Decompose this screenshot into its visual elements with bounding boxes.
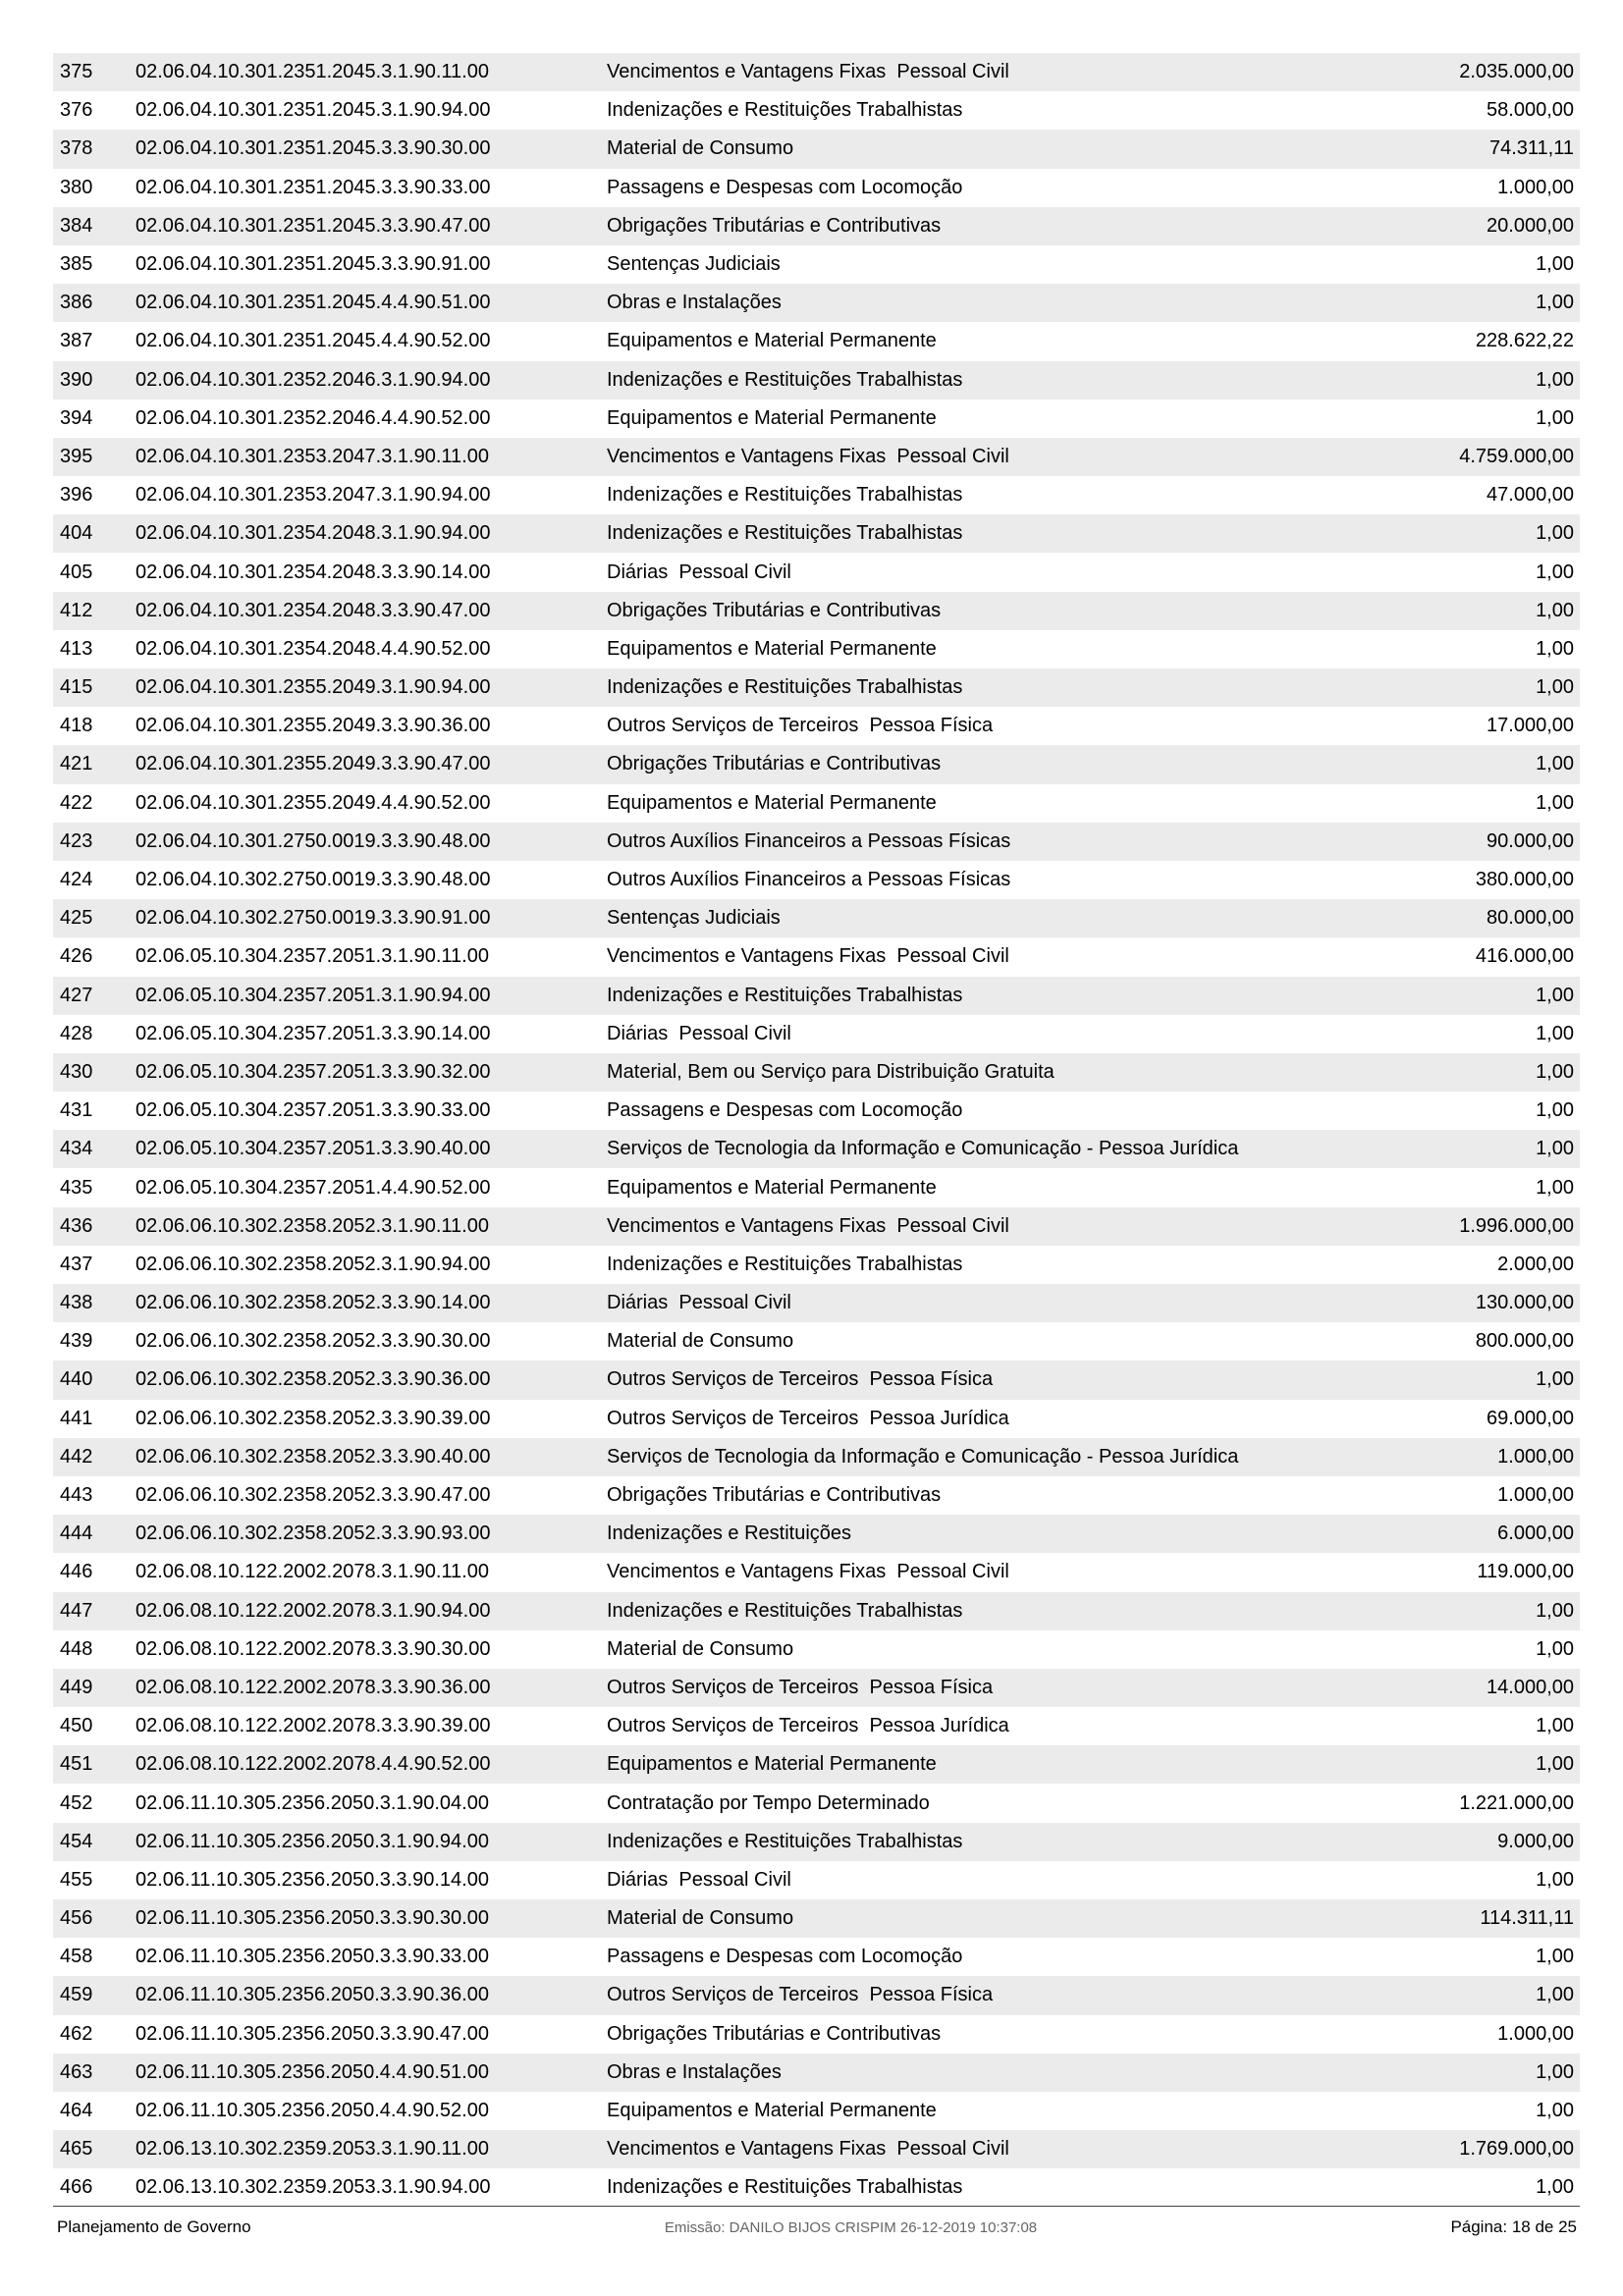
- row-description: Serviços de Tecnologia da Informação e Comunicação - Pessoa Jurídica: [607, 1445, 1239, 1468]
- table-row: [53, 553, 1580, 591]
- table-row: [53, 707, 1580, 745]
- row-value: 1,00: [1536, 1099, 1574, 1122]
- row-value: 80.000,00: [1487, 907, 1574, 930]
- row-code: 02.06.05.10.304.2357.2051.3.1.90.94.00: [135, 984, 491, 1006]
- row-value: 1.769.000,00: [1459, 2138, 1574, 2161]
- row-number: 415: [60, 676, 93, 699]
- table-row: [53, 977, 1580, 1015]
- row-description: Diárias Pessoal Civil: [607, 1868, 791, 1891]
- row-description: Vencimentos e Vantagens Fixas Pessoal Civil: [607, 1214, 1009, 1237]
- row-description: Obrigações Tributárias e Contributivas: [607, 599, 942, 621]
- row-description: Vencimentos e Vantagens Fixas Pessoal Civil: [607, 945, 1009, 968]
- row-code: 02.06.06.10.302.2358.2052.3.1.90.11.00: [135, 1214, 489, 1237]
- row-value: 1,00: [1536, 1715, 1574, 1737]
- table-row: [53, 1400, 1580, 1438]
- row-code: 02.06.06.10.302.2358.2052.3.3.90.39.00: [135, 1407, 491, 1429]
- footer-org: Planejamento de Governo: [57, 2217, 251, 2236]
- row-code: 02.06.04.10.301.2355.2049.3.3.90.36.00: [135, 715, 491, 737]
- row-value: 1,00: [1536, 791, 1574, 814]
- row-value: 1,00: [1536, 2100, 1574, 2122]
- row-code: 02.06.06.10.302.2358.2052.3.3.90.40.00: [135, 1445, 491, 1468]
- row-value: 2.035.000,00: [1459, 61, 1574, 83]
- table-row: [53, 1861, 1580, 1899]
- row-description: Material de Consumo: [607, 1330, 794, 1353]
- row-value: 119.000,00: [1477, 1561, 1574, 1583]
- row-value: 114.311,11: [1480, 1907, 1574, 1930]
- row-description: Vencimentos e Vantagens Fixas Pessoal Civil: [607, 445, 1009, 467]
- table-row: [53, 1976, 1580, 2014]
- row-number: 454: [60, 1830, 93, 1852]
- row-code: 02.06.04.10.301.2351.2045.4.4.90.52.00: [135, 330, 491, 352]
- table-row: [53, 1438, 1580, 1476]
- row-number: 449: [60, 1676, 93, 1698]
- row-value: 1,00: [1536, 1022, 1574, 1044]
- row-description: Indenizações e Restituições Trabalhistas: [607, 522, 963, 545]
- table-row: [53, 245, 1580, 284]
- table-row: [53, 899, 1580, 937]
- footer-divider: [53, 2206, 1580, 2207]
- row-value: 1,00: [1536, 1868, 1574, 1891]
- row-number: 394: [60, 406, 93, 429]
- row-description: Indenizações e Restituições Trabalhistas: [607, 99, 963, 122]
- row-value: 1,00: [1536, 406, 1574, 429]
- table-row: [53, 823, 1580, 861]
- row-value: 228.622,22: [1475, 330, 1574, 352]
- table-row: [53, 1823, 1580, 1861]
- row-description: Obrigações Tributárias e Contributivas: [607, 2022, 942, 2045]
- table-row: [53, 1669, 1580, 1707]
- row-number: 447: [60, 1599, 93, 1622]
- row-value: 1,00: [1536, 1599, 1574, 1622]
- row-number: 446: [60, 1561, 93, 1583]
- table-row: [53, 1707, 1580, 1745]
- row-code: 02.06.11.10.305.2356.2050.4.4.90.51.00: [135, 2060, 489, 2083]
- row-description: Equipamentos e Material Permanente: [607, 1176, 937, 1199]
- row-value: 1,00: [1536, 1753, 1574, 1776]
- row-number: 375: [60, 61, 93, 83]
- row-value: 1,00: [1536, 984, 1574, 1006]
- table-row: [53, 1092, 1580, 1130]
- row-number: 443: [60, 1484, 93, 1507]
- row-description: Outros Serviços de Terceiros Pessoa Física: [607, 1984, 994, 2006]
- row-description: Obras e Instalações: [607, 292, 782, 314]
- table-row: [53, 630, 1580, 668]
- row-description: Outros Serviços de Terceiros Pessoa Física: [607, 1368, 994, 1391]
- row-number: 376: [60, 99, 93, 122]
- row-code: 02.06.06.10.302.2358.2052.3.3.90.47.00: [135, 1484, 491, 1507]
- row-description: Equipamentos e Material Permanente: [607, 1753, 937, 1776]
- row-value: 1,00: [1536, 522, 1574, 545]
- row-number: 390: [60, 368, 93, 391]
- page-footer: [57, 2213, 1577, 2242]
- row-code: 02.06.11.10.305.2356.2050.3.3.90.30.00: [135, 1907, 489, 1930]
- row-code: 02.06.08.10.122.2002.2078.3.1.90.11.00: [135, 1561, 489, 1583]
- row-number: 428: [60, 1022, 93, 1044]
- row-code: 02.06.04.10.301.2351.2045.4.4.90.51.00: [135, 292, 491, 314]
- table-row: [53, 1592, 1580, 1630]
- row-description: Passagens e Despesas com Locomoção: [607, 1946, 963, 1968]
- row-number: 418: [60, 715, 93, 737]
- row-description: Indenizações e Restituições Trabalhistas: [607, 2176, 963, 2199]
- row-number: 422: [60, 791, 93, 814]
- row-value: 1,00: [1536, 1060, 1574, 1083]
- row-number: 434: [60, 1138, 93, 1160]
- row-number: 424: [60, 869, 93, 891]
- table-row: [53, 1207, 1580, 1246]
- table-row: [53, 1745, 1580, 1784]
- row-description: Vencimentos e Vantagens Fixas Pessoal Civil: [607, 61, 1009, 83]
- row-code: 02.06.08.10.122.2002.2078.4.4.90.52.00: [135, 1753, 491, 1776]
- table-row: [53, 514, 1580, 553]
- row-number: 387: [60, 330, 93, 352]
- row-code: 02.06.04.10.301.2351.2045.3.3.90.30.00: [135, 137, 491, 160]
- row-code: 02.06.04.10.302.2750.0019.3.3.90.48.00: [135, 869, 491, 891]
- row-description: Indenizações e Restituições Trabalhistas: [607, 1253, 963, 1275]
- table-row: [53, 1784, 1580, 1822]
- row-number: 395: [60, 445, 93, 467]
- row-description: Outros Serviços de Terceiros Pessoa Jurídica: [607, 1715, 1009, 1737]
- row-description: Sentenças Judiciais: [607, 253, 781, 276]
- row-description: Diárias Pessoal Civil: [607, 561, 791, 583]
- row-description: Outros Serviços de Terceiros Pessoa Física: [607, 1676, 994, 1698]
- table-row: [53, 1938, 1580, 1976]
- row-description: Indenizações e Restituições Trabalhistas: [607, 984, 963, 1006]
- table-row: [53, 322, 1580, 360]
- row-description: Equipamentos e Material Permanente: [607, 637, 937, 660]
- row-value: 17.000,00: [1487, 715, 1574, 737]
- row-number: 444: [60, 1522, 93, 1545]
- table-row: [53, 1899, 1580, 1938]
- table-row: [53, 2168, 1580, 2207]
- row-value: 1,00: [1536, 1984, 1574, 2006]
- row-description: Vencimentos e Vantagens Fixas Pessoal Civil: [607, 1561, 1009, 1583]
- row-number: 404: [60, 522, 93, 545]
- row-code: 02.06.04.10.301.2355.2049.4.4.90.52.00: [135, 791, 491, 814]
- row-value: 380.000,00: [1475, 869, 1574, 891]
- row-number: 452: [60, 1791, 93, 1814]
- row-value: 20.000,00: [1487, 214, 1574, 237]
- row-value: 1.000,00: [1497, 176, 1574, 198]
- row-value: 1,00: [1536, 1637, 1574, 1660]
- table-row: [53, 438, 1580, 476]
- row-value: 800.000,00: [1475, 1330, 1574, 1353]
- row-code: 02.06.11.10.305.2356.2050.3.3.90.47.00: [135, 2022, 489, 2045]
- table-row: [53, 1553, 1580, 1591]
- row-description: Sentenças Judiciais: [607, 907, 781, 930]
- row-number: 459: [60, 1984, 93, 2006]
- row-value: 1,00: [1536, 2060, 1574, 2083]
- row-code: 02.06.11.10.305.2356.2050.3.3.90.36.00: [135, 1984, 489, 2006]
- row-description: Indenizações e Restituições: [607, 1522, 852, 1545]
- table-row: [53, 169, 1580, 207]
- table-row: [53, 1515, 1580, 1553]
- row-value: 1,00: [1536, 1368, 1574, 1391]
- row-description: Passagens e Despesas com Locomoção: [607, 176, 963, 198]
- row-code: 02.06.04.10.301.2352.2046.3.1.90.94.00: [135, 368, 491, 391]
- table-row: [53, 207, 1580, 245]
- row-code: 02.06.04.10.301.2353.2047.3.1.90.11.00: [135, 445, 489, 467]
- row-code: 02.06.04.10.301.2352.2046.4.4.90.52.00: [135, 406, 491, 429]
- table-row: [53, 1246, 1580, 1284]
- table-row: [53, 861, 1580, 899]
- row-number: 431: [60, 1099, 93, 1122]
- table-row: [53, 784, 1580, 823]
- row-description: Material de Consumo: [607, 1637, 794, 1660]
- row-description: Diárias Pessoal Civil: [607, 1292, 791, 1314]
- row-code: 02.06.13.10.302.2359.2053.3.1.90.94.00: [135, 2176, 491, 2199]
- row-description: Obrigações Tributárias e Contributivas: [607, 753, 942, 775]
- row-value: 1,00: [1536, 253, 1574, 276]
- row-number: 423: [60, 829, 93, 852]
- row-number: 436: [60, 1214, 93, 1237]
- budget-table: [53, 53, 1580, 2208]
- row-description: Indenizações e Restituições Trabalhistas: [607, 1830, 963, 1852]
- row-number: 458: [60, 1946, 93, 1968]
- row-number: 450: [60, 1715, 93, 1737]
- row-code: 02.06.06.10.302.2358.2052.3.3.90.14.00: [135, 1292, 491, 1314]
- row-code: 02.06.08.10.122.2002.2078.3.3.90.36.00: [135, 1676, 491, 1698]
- row-value: 90.000,00: [1487, 829, 1574, 852]
- row-code: 02.06.05.10.304.2357.2051.3.3.90.14.00: [135, 1022, 491, 1044]
- row-code: 02.06.06.10.302.2358.2052.3.3.90.93.00: [135, 1522, 491, 1545]
- row-code: 02.06.11.10.305.2356.2050.4.4.90.52.00: [135, 2100, 489, 2122]
- row-description: Indenizações e Restituições Trabalhistas: [607, 1599, 963, 1622]
- table-row: [53, 400, 1580, 438]
- row-number: 425: [60, 907, 93, 930]
- footer-emission: Emissão: DANILO BIJOS CRISPIM 26-12-2019 10:37:08: [664, 2218, 1038, 2236]
- row-description: Diárias Pessoal Civil: [607, 1022, 791, 1044]
- row-value: 1,00: [1536, 676, 1574, 699]
- row-number: 385: [60, 253, 93, 276]
- table-row: [53, 2092, 1580, 2130]
- row-code: 02.06.05.10.304.2357.2051.3.3.90.33.00: [135, 1099, 491, 1122]
- row-code: 02.06.04.10.301.2351.2045.3.3.90.91.00: [135, 253, 491, 276]
- row-description: Obras e Instalações: [607, 2060, 782, 2083]
- row-code: 02.06.11.10.305.2356.2050.3.3.90.14.00: [135, 1868, 489, 1891]
- footer-page-number: Página: 18 de 25: [1450, 2217, 1577, 2236]
- row-number: 465: [60, 2138, 93, 2161]
- row-number: 380: [60, 176, 93, 198]
- row-number: 396: [60, 484, 93, 507]
- row-description: Outros Serviços de Terceiros Pessoa Física: [607, 715, 994, 737]
- row-value: 1,00: [1536, 368, 1574, 391]
- table-row: [53, 592, 1580, 630]
- row-number: 456: [60, 1907, 93, 1930]
- row-code: 02.06.11.10.305.2356.2050.3.3.90.33.00: [135, 1946, 489, 1968]
- row-value: 1,00: [1536, 637, 1574, 660]
- row-description: Indenizações e Restituições Trabalhistas: [607, 368, 963, 391]
- table-row: [53, 1322, 1580, 1361]
- row-description: Passagens e Despesas com Locomoção: [607, 1099, 963, 1122]
- row-value: 130.000,00: [1475, 1292, 1574, 1314]
- row-code: 02.06.04.10.301.2355.2049.3.1.90.94.00: [135, 676, 491, 699]
- row-code: 02.06.06.10.302.2358.2052.3.3.90.36.00: [135, 1368, 491, 1391]
- table-row: [53, 130, 1580, 168]
- table-row: [53, 1361, 1580, 1399]
- row-value: 74.311,11: [1488, 137, 1574, 160]
- row-code: 02.06.08.10.122.2002.2078.3.3.90.30.00: [135, 1637, 491, 1660]
- row-value: 1,00: [1536, 1176, 1574, 1199]
- table-row: [53, 361, 1580, 400]
- row-code: 02.06.05.10.304.2357.2051.3.3.90.32.00: [135, 1060, 491, 1083]
- table-row: [53, 1476, 1580, 1515]
- table-row: [53, 476, 1580, 514]
- table-row: [53, 1130, 1580, 1168]
- row-number: 386: [60, 292, 93, 314]
- row-number: 463: [60, 2060, 93, 2083]
- row-description: Obrigações Tributárias e Contributivas: [607, 1484, 942, 1507]
- table-row: [53, 1630, 1580, 1669]
- table-row: [53, 1053, 1580, 1092]
- table-row: [53, 53, 1580, 91]
- row-description: Equipamentos e Material Permanente: [607, 791, 937, 814]
- row-value: 1,00: [1536, 2176, 1574, 2199]
- row-number: 438: [60, 1292, 93, 1314]
- row-code: 02.06.04.10.301.2354.2048.3.3.90.47.00: [135, 599, 491, 621]
- row-value: 69.000,00: [1487, 1407, 1574, 1429]
- row-number: 466: [60, 2176, 93, 2199]
- row-code: 02.06.08.10.122.2002.2078.3.3.90.39.00: [135, 1715, 491, 1737]
- row-code: 02.06.04.10.301.2354.2048.3.3.90.14.00: [135, 561, 491, 583]
- row-value: 58.000,00: [1487, 99, 1574, 122]
- row-value: 1,00: [1536, 561, 1574, 583]
- row-number: 405: [60, 561, 93, 583]
- table-row: [53, 1168, 1580, 1206]
- row-code: 02.06.05.10.304.2357.2051.3.3.90.40.00: [135, 1138, 491, 1160]
- row-number: 442: [60, 1445, 93, 1468]
- row-code: 02.06.04.10.301.2750.0019.3.3.90.48.00: [135, 829, 491, 852]
- row-number: 430: [60, 1060, 93, 1083]
- row-value: 1.000,00: [1497, 1484, 1574, 1507]
- row-value: 1.996.000,00: [1459, 1214, 1574, 1237]
- row-code: 02.06.04.10.301.2351.2045.3.1.90.11.00: [135, 61, 489, 83]
- row-number: 448: [60, 1637, 93, 1660]
- row-value: 1,00: [1536, 1946, 1574, 1968]
- row-code: 02.06.05.10.304.2357.2051.3.1.90.11.00: [135, 945, 489, 968]
- row-code: 02.06.11.10.305.2356.2050.3.1.90.04.00: [135, 1791, 489, 1814]
- row-code: 02.06.04.10.301.2351.2045.3.1.90.94.00: [135, 99, 491, 122]
- table-row: [53, 2054, 1580, 2092]
- row-code: 02.06.04.10.302.2750.0019.3.3.90.91.00: [135, 907, 491, 930]
- row-number: 455: [60, 1868, 93, 1891]
- row-code: 02.06.04.10.301.2351.2045.3.3.90.47.00: [135, 214, 491, 237]
- row-value: 1,00: [1536, 292, 1574, 314]
- row-number: 439: [60, 1330, 93, 1353]
- row-description: Indenizações e Restituições Trabalhistas: [607, 676, 963, 699]
- row-description: Indenizações e Restituições Trabalhistas: [607, 484, 963, 507]
- row-code: 02.06.05.10.304.2357.2051.4.4.90.52.00: [135, 1176, 491, 1199]
- row-code: 02.06.04.10.301.2354.2048.4.4.90.52.00: [135, 637, 491, 660]
- row-code: 02.06.11.10.305.2356.2050.3.1.90.94.00: [135, 1830, 489, 1852]
- row-number: 440: [60, 1368, 93, 1391]
- row-description: Serviços de Tecnologia da Informação e Comunicação - Pessoa Jurídica: [607, 1138, 1239, 1160]
- row-code: 02.06.13.10.302.2359.2053.3.1.90.11.00: [135, 2138, 489, 2161]
- table-row: [53, 668, 1580, 707]
- row-value: 6.000,00: [1497, 1522, 1574, 1545]
- row-description: Equipamentos e Material Permanente: [607, 330, 937, 352]
- row-value: 1,00: [1536, 599, 1574, 621]
- row-value: 9.000,00: [1497, 1830, 1574, 1852]
- row-number: 413: [60, 637, 93, 660]
- row-description: Obrigações Tributárias e Contributivas: [607, 214, 942, 237]
- row-number: 437: [60, 1253, 93, 1275]
- row-code: 02.06.04.10.301.2353.2047.3.1.90.94.00: [135, 484, 491, 507]
- row-number: 412: [60, 599, 93, 621]
- table-row: [53, 91, 1580, 130]
- row-number: 421: [60, 753, 93, 775]
- row-value: 1.000,00: [1497, 1445, 1574, 1468]
- row-code: 02.06.04.10.301.2354.2048.3.1.90.94.00: [135, 522, 491, 545]
- row-number: 462: [60, 2022, 93, 2045]
- row-number: 426: [60, 945, 93, 968]
- row-value: 1.000,00: [1497, 2022, 1574, 2045]
- row-number: 427: [60, 984, 93, 1006]
- row-description: Outros Serviços de Terceiros Pessoa Jurídica: [607, 1407, 1009, 1429]
- row-description: Material de Consumo: [607, 1907, 794, 1930]
- table-row: [53, 745, 1580, 783]
- row-description: Material de Consumo: [607, 137, 794, 160]
- row-code: 02.06.04.10.301.2351.2045.3.3.90.33.00: [135, 176, 491, 198]
- table-row: [53, 1284, 1580, 1322]
- row-description: Contratação por Tempo Determinado: [607, 1791, 930, 1814]
- row-code: 02.06.06.10.302.2358.2052.3.3.90.30.00: [135, 1330, 491, 1353]
- row-number: 441: [60, 1407, 93, 1429]
- table-row: [53, 1015, 1580, 1053]
- row-number: 435: [60, 1176, 93, 1199]
- row-description: Vencimentos e Vantagens Fixas Pessoal Civil: [607, 2138, 1009, 2161]
- row-value: 2.000,00: [1497, 1253, 1574, 1275]
- table-row: [53, 2015, 1580, 2054]
- row-description: Equipamentos e Material Permanente: [607, 406, 937, 429]
- row-number: 378: [60, 137, 93, 160]
- table-row: [53, 284, 1580, 322]
- row-value: 416.000,00: [1475, 945, 1574, 968]
- row-value: 1,00: [1536, 753, 1574, 775]
- row-code: 02.06.04.10.301.2355.2049.3.3.90.47.00: [135, 753, 491, 775]
- row-description: Material, Bem ou Serviço para Distribuição Gratuita: [607, 1060, 1055, 1083]
- table-row: [53, 937, 1580, 976]
- row-value: 4.759.000,00: [1459, 445, 1574, 467]
- row-number: 464: [60, 2100, 93, 2122]
- row-description: Equipamentos e Material Permanente: [607, 2100, 937, 2122]
- row-value: 1,00: [1536, 1138, 1574, 1160]
- row-value: 14.000,00: [1487, 1676, 1574, 1698]
- table-row: [53, 2130, 1580, 2168]
- row-number: 384: [60, 214, 93, 237]
- row-value: 1.221.000,00: [1459, 1791, 1574, 1814]
- row-value: 47.000,00: [1487, 484, 1574, 507]
- row-description: Outros Auxílios Financeiros a Pessoas Físicas: [607, 869, 1011, 891]
- row-code: 02.06.06.10.302.2358.2052.3.1.90.94.00: [135, 1253, 491, 1275]
- row-number: 451: [60, 1753, 93, 1776]
- row-code: 02.06.08.10.122.2002.2078.3.1.90.94.00: [135, 1599, 491, 1622]
- row-description: Outros Auxílios Financeiros a Pessoas Físicas: [607, 829, 1011, 852]
